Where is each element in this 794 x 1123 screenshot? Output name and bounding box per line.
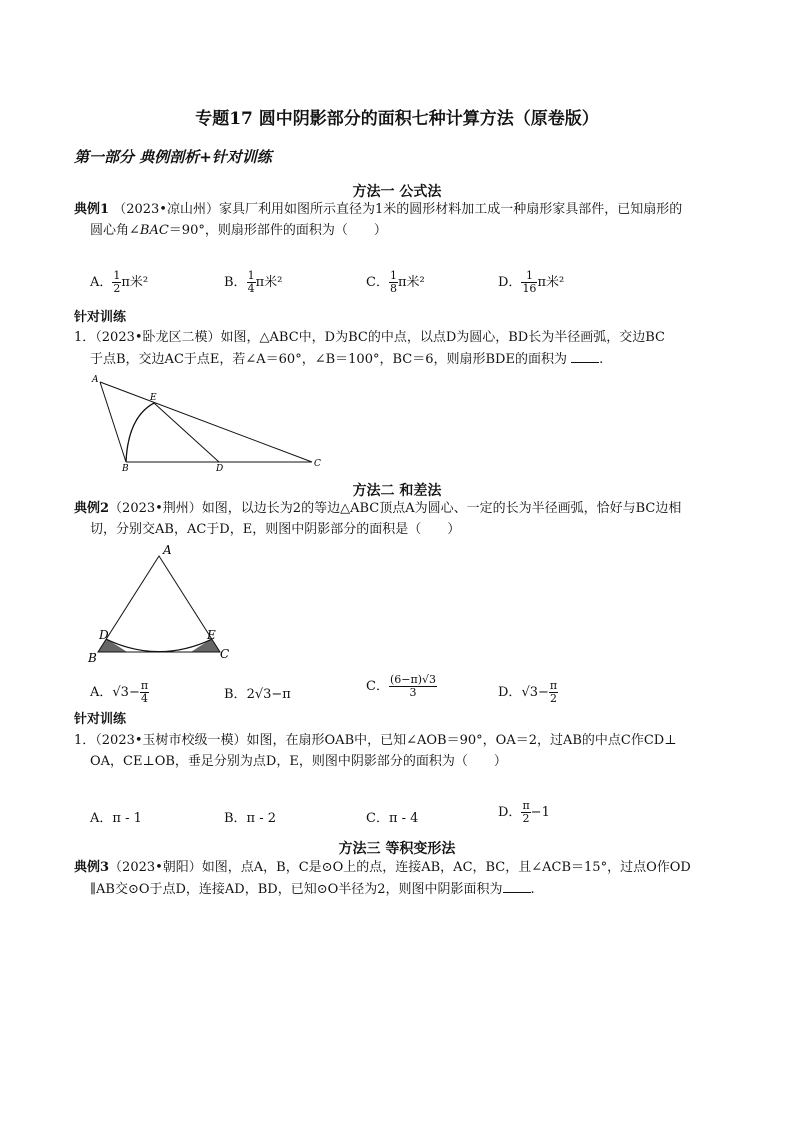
example2-line1 bbox=[74, 499, 681, 519]
training1-text2: 于点B，交边AC于点E，若∠A＝60°，∠B＝100°，BC＝6，则扇形BDE的面积为 bbox=[90, 352, 567, 367]
fraction-num: 1 bbox=[521, 270, 537, 283]
arc-be bbox=[126, 403, 154, 462]
fraction bbox=[549, 680, 558, 705]
fraction bbox=[521, 270, 537, 295]
label-e: E bbox=[150, 393, 157, 403]
label-d: D bbox=[216, 464, 224, 472]
training1-line2 bbox=[90, 350, 603, 370]
training2-line2: OA，CE⊥OB，垂足分别为点D，E，则图中阴影部分的面积为（ ） bbox=[90, 754, 507, 769]
example2-option-c[interactable] bbox=[366, 674, 437, 699]
example1-text2a: 圆心角∠ bbox=[90, 223, 140, 238]
example3-line2 bbox=[90, 880, 535, 900]
fraction-den: 8 bbox=[389, 282, 397, 295]
example1-text1: （2023•凉山州）家具厂利用如图所示直径为1米的圆形材料加工成一种扇形家具部件，已知扇形的 bbox=[113, 202, 683, 217]
answer-blank[interactable] bbox=[503, 880, 531, 893]
example1-option-c[interactable] bbox=[366, 270, 425, 295]
part-heading: 第一部分 典例剖析+针对训练 bbox=[74, 148, 272, 166]
fraction bbox=[521, 800, 530, 825]
option-label: A． bbox=[90, 685, 113, 700]
figure-equilateral-arc bbox=[86, 540, 236, 668]
example2-option-a[interactable] bbox=[90, 680, 149, 705]
example1-option-a[interactable] bbox=[90, 270, 148, 295]
fraction-den: 3 bbox=[409, 686, 417, 699]
option-tail: −1 bbox=[530, 805, 550, 820]
period: . bbox=[530, 882, 535, 897]
label-d: D bbox=[99, 628, 109, 642]
label-b: B bbox=[122, 464, 129, 472]
label-a: A bbox=[163, 543, 172, 557]
fraction-num: (6−π)√3 bbox=[389, 673, 436, 686]
example2-line2: 切，分别交AB，AC于D，E，则图中阴影部分的面积是（ ） bbox=[90, 522, 461, 537]
label-a: A bbox=[92, 375, 99, 385]
training2-label: 针对训练 bbox=[74, 712, 127, 727]
training2-option-a[interactable]: A．π - 1 bbox=[90, 811, 142, 826]
example2-option-b[interactable] bbox=[224, 683, 291, 702]
fraction-num: π bbox=[549, 679, 558, 692]
fraction-den: 4 bbox=[247, 282, 255, 295]
option-label: B． bbox=[224, 275, 247, 290]
training2-option-d[interactable] bbox=[498, 800, 550, 825]
option-text: √3− bbox=[521, 685, 549, 700]
option-label: D． bbox=[498, 805, 522, 820]
option-tail: π米² bbox=[121, 275, 149, 290]
example1-text2-var: BAC bbox=[139, 223, 169, 238]
example3-text1: （2023•朝阳）如图，点A，B，C是⊙O上的点，连接AB，AC，BC，且∠ACB＝15°，过点O作OD bbox=[109, 860, 691, 875]
figure-triangle-arc bbox=[86, 372, 326, 472]
fraction-den: 2 bbox=[550, 692, 557, 705]
training2-option-b[interactable]: B．π - 2 bbox=[224, 811, 277, 826]
option-label: C． bbox=[366, 679, 389, 694]
page-title: 专题17 圆中阴影部分的面积七种计算方法（原卷版） bbox=[195, 109, 599, 129]
option-tail: π米² bbox=[397, 275, 425, 290]
fraction-num: π bbox=[140, 679, 149, 692]
fraction-den: 4 bbox=[140, 692, 148, 705]
example2-label: 典例2 bbox=[74, 501, 110, 516]
option-text: 2√3−π bbox=[246, 687, 291, 702]
option-text: √3− bbox=[112, 685, 140, 700]
fraction-num: 1 bbox=[113, 269, 121, 282]
label-c: C bbox=[220, 647, 230, 661]
example1-option-b[interactable] bbox=[224, 270, 282, 295]
period: . bbox=[599, 352, 604, 367]
option-label: A． bbox=[90, 275, 113, 290]
option-tail: π米² bbox=[537, 275, 565, 290]
label-c: C bbox=[314, 459, 321, 469]
segment-de bbox=[154, 403, 219, 462]
label-b: B bbox=[88, 651, 97, 665]
option-label: B． bbox=[224, 687, 247, 702]
fraction bbox=[247, 270, 256, 295]
example1-line1 bbox=[74, 200, 682, 220]
training2-option-c[interactable]: C．π - 4 bbox=[366, 811, 419, 826]
option-label: D． bbox=[498, 685, 522, 700]
option-label: D． bbox=[498, 275, 522, 290]
fraction bbox=[389, 270, 398, 295]
segment-ab bbox=[100, 382, 126, 462]
training1-line1: 1．（2023•卧龙区二模）如图，△ABC中，D为BC的中点，以点D为圆心，BD长为半径画弧，交边BC bbox=[74, 330, 665, 345]
example3-line1 bbox=[74, 858, 691, 878]
example1-option-d[interactable] bbox=[498, 270, 564, 295]
fraction-den: 2 bbox=[113, 282, 121, 295]
training1-label: 针对训练 bbox=[74, 310, 127, 325]
fraction-num: π bbox=[522, 799, 530, 812]
method3-heading: 方法三 等积变形法 bbox=[338, 841, 456, 857]
option-label: C． bbox=[366, 275, 389, 290]
triangle-abc bbox=[98, 556, 220, 652]
method2-heading: 方法二 和差法 bbox=[352, 483, 442, 499]
example3-text2: ∥AB交⊙O于点D，连接AD，BD，已知⊙O半径为2，则图中阴影面积为 bbox=[90, 882, 503, 897]
option-tail: π米² bbox=[255, 275, 283, 290]
method1-heading: 方法一 公式法 bbox=[352, 184, 442, 200]
fraction-num: 1 bbox=[389, 269, 397, 282]
answer-blank[interactable] bbox=[571, 350, 599, 363]
fraction-den: 16 bbox=[522, 282, 537, 295]
fraction bbox=[140, 680, 149, 705]
example3-label: 典例3 bbox=[74, 860, 110, 875]
example1-text2b: ＝90°，则扇形部件的面积为（ ） bbox=[168, 223, 387, 238]
example2-option-d[interactable] bbox=[498, 680, 558, 705]
training2-line1: 1．（2023•玉树市校级一模）如图，在扇形OAB中，已知∠AOB＝90°，OA＝2，过AB的中点C作CD⊥ bbox=[74, 733, 677, 748]
fraction-num: 1 bbox=[247, 269, 255, 282]
example1-line2 bbox=[90, 221, 387, 241]
label-e: E bbox=[207, 628, 216, 642]
example2-text1: （2023•荆州）如图，以边长为2的等边△ABC顶点A为圆心、一定的长为半径画弧，恰好与BC边相 bbox=[109, 501, 682, 516]
fraction-den: 2 bbox=[522, 812, 530, 825]
fraction bbox=[389, 674, 437, 699]
example1-label: 典例1 bbox=[74, 202, 110, 217]
